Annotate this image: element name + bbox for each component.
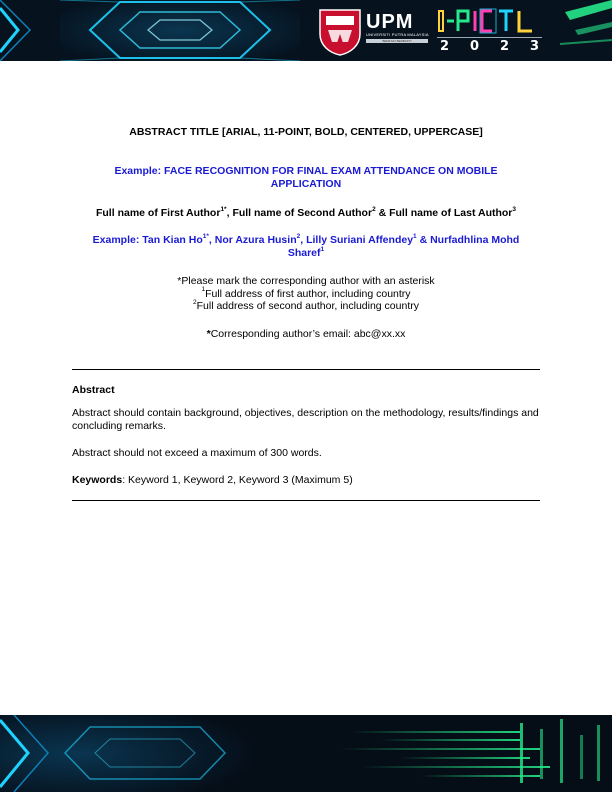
event-year — [437, 40, 542, 54]
address-sup: 1 — [201, 286, 206, 293]
divider-bottom — [72, 500, 540, 501]
abstract-paragraph: Abstract should not exceed a maximum of 300 words. — [72, 447, 322, 459]
first-author-sup: 1* — [220, 205, 227, 213]
example-author-sup: 1 — [413, 232, 417, 240]
address-second — [72, 300, 540, 313]
footer-decoration — [0, 715, 612, 792]
email-asterisk: * — [206, 328, 211, 340]
example-author-sup: 1 — [320, 245, 325, 253]
example-prefix: Example: — [92, 234, 143, 246]
footer-banner — [0, 715, 612, 792]
upm-logo-tagline: BERILMU BERBAKTI — [366, 39, 428, 43]
second-author: Full name of Second Author — [232, 207, 373, 219]
email-text: Corresponding author’s email: abc@xx.xx — [210, 328, 406, 340]
example-author: , Lilly Suriani Affendey — [300, 234, 414, 246]
keywords-text: : Keyword 1, Keyword 2, Keyword 3 (Maximum 5) — [122, 474, 353, 486]
example-author: Tan Kian Ho — [142, 234, 203, 246]
example-author-sup: 1* — [202, 232, 209, 240]
address-first — [72, 288, 540, 301]
asterisk-note: *Please mark the corresponding author with an asterisk — [177, 275, 435, 287]
address-text: Full address of second author, including country — [196, 300, 419, 312]
second-author-sup: 2 — [372, 205, 376, 213]
upm-wordmark — [366, 12, 430, 43]
example-title: Example: FACE RECOGNITION FOR FINAL EXAM ATTENDANCE ON MOBILE APPLICATION — [114, 165, 498, 190]
abstract-paragraph: Abstract should contain background, objectives, description on the methodology, results/findings and concluding remarks. — [72, 407, 539, 432]
ipictl-logo — [437, 8, 542, 34]
example-author: & Nurfadhlina Mohd Sharef — [287, 234, 520, 259]
example-author-line — [78, 234, 534, 260]
divider-top — [72, 369, 540, 370]
corresponding-email — [72, 328, 540, 341]
year-digit: 2 — [499, 39, 510, 54]
author-separator: & — [375, 207, 390, 219]
last-author-sup: 3 — [512, 205, 517, 213]
upm-crest-icon — [318, 8, 362, 56]
keywords-line — [72, 474, 540, 487]
author-separator: , — [226, 207, 233, 219]
year-digit: 2 — [440, 39, 450, 54]
example-author-sup: 2 — [296, 232, 301, 240]
year-divider — [437, 37, 542, 38]
keywords-label: Keywords — [72, 474, 123, 486]
header-banner — [0, 0, 612, 61]
year-digit: 3 — [529, 39, 539, 54]
first-author: Full name of First Author — [95, 207, 221, 219]
upm-logo-text: UPM — [366, 11, 414, 33]
year-digit: 0 — [469, 39, 480, 54]
abstract-heading: Abstract — [72, 384, 115, 396]
upm-logo-subtitle: UNIVERSITI PUTRA MALAYSIA — [366, 32, 429, 37]
address-text: Full address of first author, including country — [205, 287, 411, 300]
author-notes — [72, 275, 540, 313]
author-line — [72, 207, 540, 220]
last-author: Full name of Last Author — [389, 207, 513, 219]
abstract-title-instruction: ABSTRACT TITLE [ARIAL, 11-POINT, BOLD, CENTERED, UPPERCASE] — [129, 126, 483, 138]
address-sup: 2 — [192, 298, 197, 306]
example-author: , Nor Azura Husin — [208, 234, 297, 246]
